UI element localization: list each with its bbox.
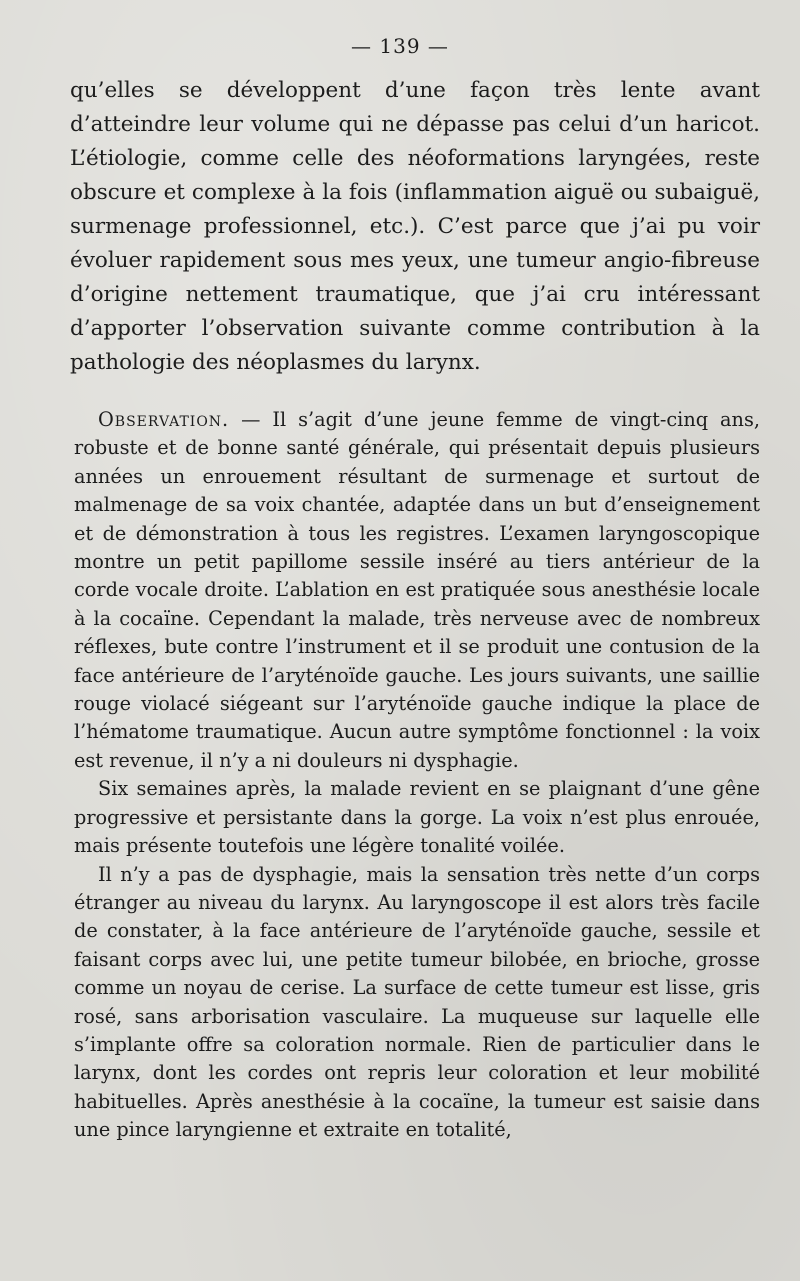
observation-paragraph-3: Il n’y a pas de dysphagie, mais la sensation très nette d’un corps étranger au niveau du larynx. Au laryngoscope il est alors très facile de constater, à la face antérieure de l’aryténoïde gauche, sessile et faisant corps avec lui, une petite tumeur bilobée, en brioche, grosse comme un noyau de cerise. La surface de cette tumeur est lisse, gris rosé, sans arborisation vasculaire. La muqueuse sur laquelle elle s’implante offre sa coloration normale. Rien de particulier dans le larynx, dont les cordes ont repris leur coloration et leur mobilité habituelles. Après anesthésie à la cocaïne, la tumeur est saisie dans une pince laryngienne et extraite en totalité, (74, 862, 760, 1142)
observation-section (74, 406, 760, 1145)
intro-paragraph: qu’elles se développent d’une façon très lente avant d’atteindre leur volume qui ne dépasse pas celui d’un haricot. L’étiologie, comme celle des néoformations laryngées, reste obscure et complexe à la fois (inflammation aiguë ou subaiguë, surmenage professionnel, etc.). C’est parce que j’ai pu voir évoluer rapidement sous mes yeux, une tumeur angio-fibreuse d’origine nettement traumatique, que j’ai cru intéressant d’apporter l’observation suivante comme contribution à la pathologie des néoplasmes du larynx. (70, 78, 760, 375)
observation-paragraph-2: Six semaines après, la malade revient en se plaignant d’une gêne progressive et persistante dans la gorge. La voix n’est plus enrouée, mais présente toutefois une légère tonalité voilée. (74, 777, 760, 858)
observation-lead-text: — Il s’agit d’une jeune femme de vingt-cinq ans, robuste et de bonne santé générale, qui présentait depuis plusieurs années un enrouement résultant de surmenage et surtout de malmenage de sa voix chantée, adaptée dans un but d’enseignement et de démonstration à tous les registres. L’examen laryngoscopique montre un petit papillome sessile inséré au tiers antérieur de la corde vocale droite. L’ablation en est pratiquée sous anesthésie locale à la cocaïne. Cependant la malade, très nerveuse avec de nombreux réflexes, bute contre l’instrument et il se produit une contusion de la face antérieure de l’aryténoïde gauche. Les jours suivants, une saillie rouge violacé siégeant sur l’aryténoïde gauche indique la place de l’hématome traumatique. Aucun autre symptôme fonctionnel : la voix est revenue, il n’y a ni douleurs ni dysphagie. (74, 408, 760, 772)
observation-heading: Observation. (98, 408, 230, 431)
page-number: — 139 — (351, 34, 449, 58)
observation-paragraph-1 (74, 406, 760, 775)
intro-section (70, 74, 760, 380)
